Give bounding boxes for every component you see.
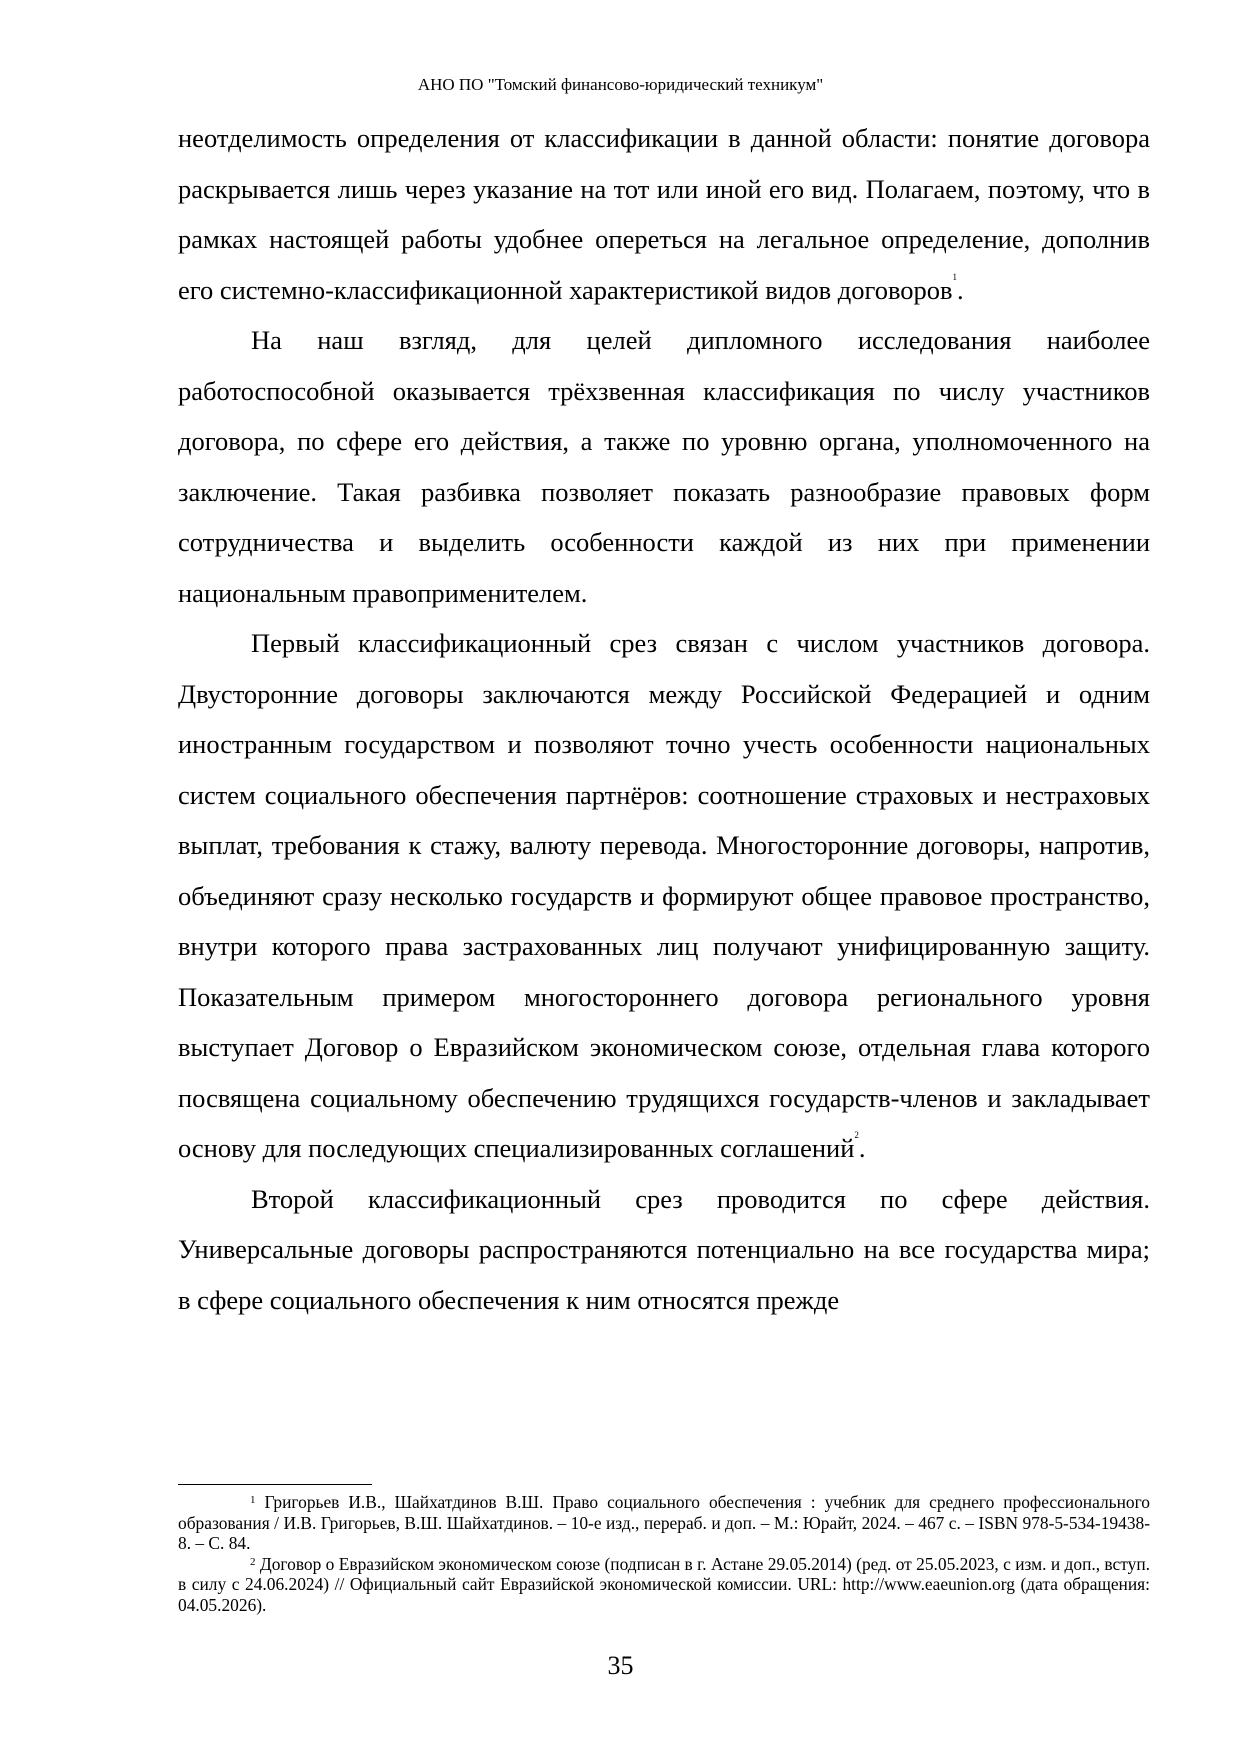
paragraph-text: Первый классификационный срез связан с числом участников договора. Двусторонние договоры заключаются между Российской Федерацией и одним иностранным государством и позволяют точно учесть особенности национальных систем социального обеспечения партнёров: соотношение страховых и нестраховых выплат, требования к стажу, валюту перевода. Многосторонние договоры, напротив, объединяют сразу несколько государств и формируют общее правовое пространство, внутри которого права застрахованных лиц получают унифицированную защиту. Показательным примером многостороннего договора регионального уровня выступает Договор о Евразийском экономическом союзе, отдельная глава которого посвящена социальному обеспечению трудящихся государств-членов и закладывает основу для последующих специализированных соглашений — [178, 628, 1150, 1163]
page-header: АНО ПО "Томский финансово-юридический техникум" — [417, 75, 824, 94]
footnote-2 — [178, 1554, 1150, 1616]
footnote-text: Договор о Евразийском экономическом союзе (подписан в г. Астане 29.05.2014) (ред. от 25.05.2023, с изм. и доп., вступ. в силу с 24.06.2024) // Официальный сайт Евразийской экономической комиссии. URL: http://www.eaeunion.org (дата обращения: 04.05.2026). — [178, 1553, 1150, 1615]
paragraph-text: неотделимость определения от классификации в данной области: понятие договора раскрывается лишь через указание на тот или иной его вид. Полагаем, поэтому, что в рамках настоящей работы удобнее опереться на легальное определение, дополнив его системно-классификационной характеристикой видов договоров — [178, 123, 1150, 305]
footnote-number: 2 — [250, 1555, 256, 1568]
paragraph-3 — [178, 618, 1150, 1174]
footnote-ref-2[interactable]: 2 — [854, 1130, 859, 1140]
footnotes — [178, 1492, 1150, 1615]
paragraph-text: На наш взгляд, для целей дипломного исследования наиболее работоспособной оказывается трёхзвенная классификация по числу участников договора, по сфере его действия, а также по уровню органа, уполномоченного на заключение. Такая разбивка позволяет показать разнообразие правовых форм сотрудничества и выделить особенности каждой из них при применении национальным правоприменителем. — [178, 325, 1150, 608]
paragraph-2 — [178, 315, 1150, 618]
paragraph-text: Второй классификационный срез проводится по сфере действия. Универсальные договоры распространяются потенциально на все государства мира; в сфере социального обеспечения к ним относятся прежде — [178, 1183, 1150, 1315]
footnote-text: Григорьев И.В., Шайхатдинов В.Ш. Право социального обеспечения : учебник для среднего профессионального образования / И.В. Григорьев, В.Ш. Шайхатдинов. – 10-е изд., перераб. и доп. – М.: Юрайт, 2024. – 467 с. – ISBN 978-5-534-19438-8. – С. 84. — [178, 1492, 1150, 1553]
footnote-separator — [178, 1484, 372, 1485]
paragraph-tail: . — [858, 1133, 866, 1163]
footnote-1 — [178, 1492, 1150, 1554]
paragraph-tail: . — [957, 274, 964, 305]
body-text — [178, 113, 1150, 1325]
paragraph-4 — [178, 1174, 1150, 1326]
paragraph-1 — [178, 113, 1150, 315]
footnote-number: 1 — [250, 1494, 256, 1506]
page-number: 35 — [607, 1651, 634, 1680]
footnote-ref-1[interactable]: 1 — [952, 271, 958, 282]
